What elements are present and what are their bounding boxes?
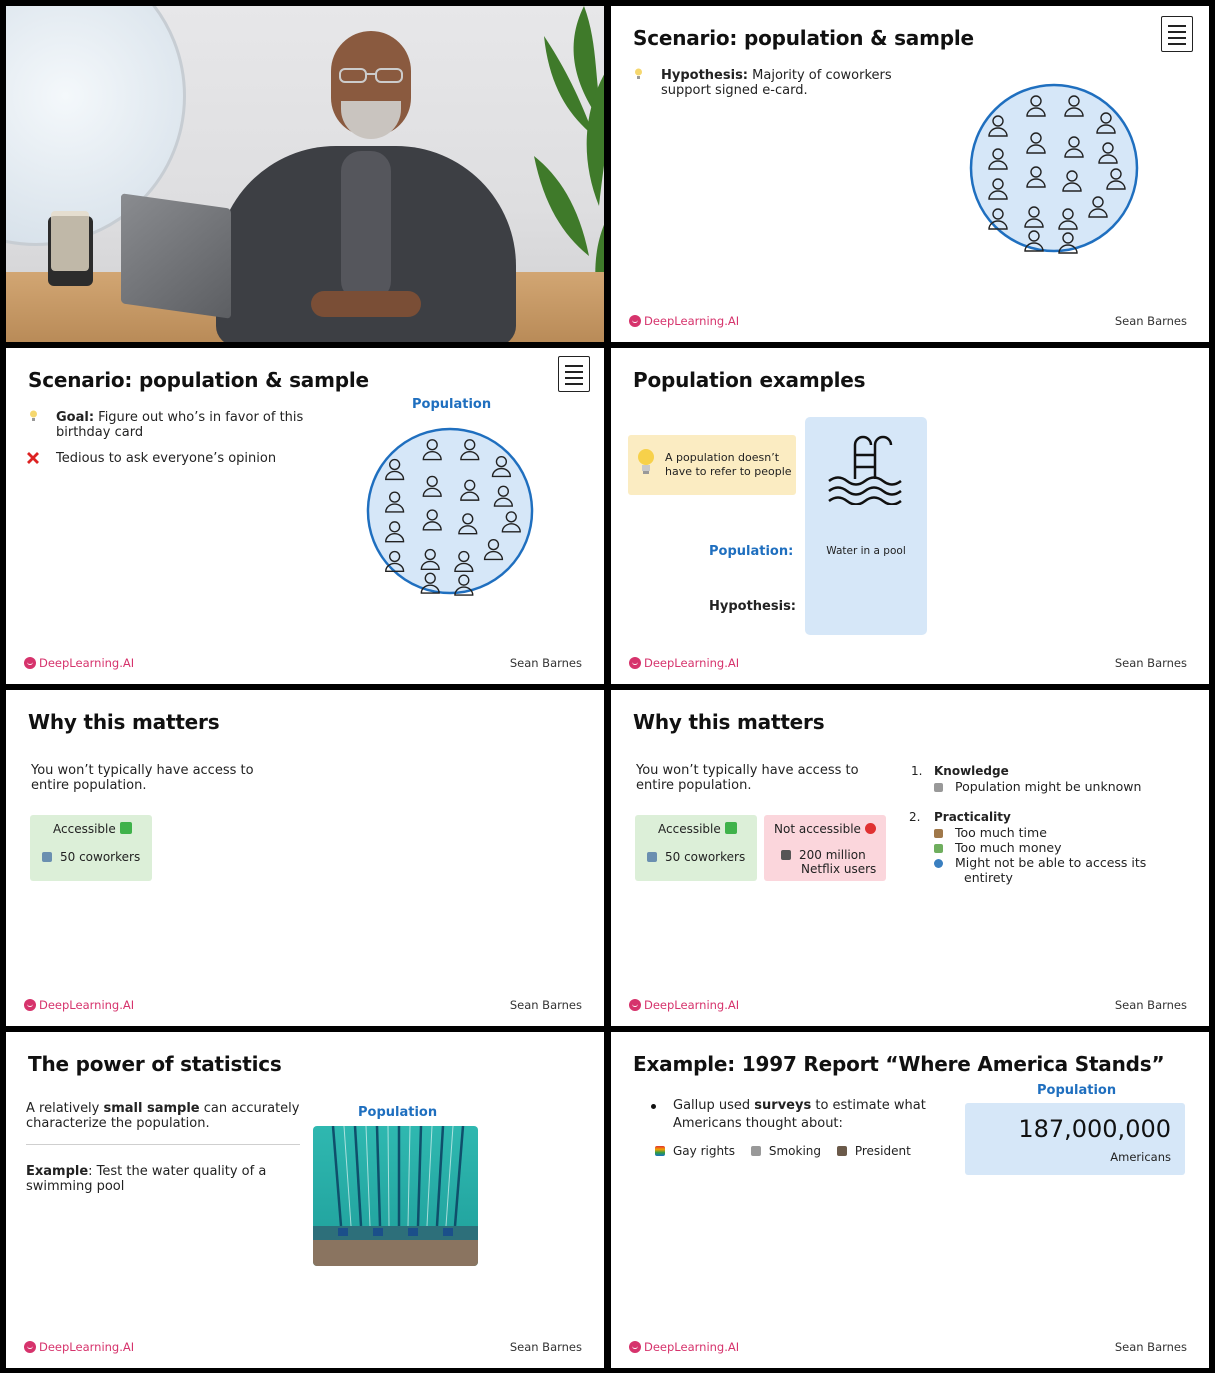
brand-logo — [629, 1340, 739, 1354]
lightbulb-icon — [29, 410, 38, 422]
clapper-icon — [781, 850, 791, 860]
accessible-label — [658, 822, 737, 837]
gallup-part-a: Gallup used — [673, 1098, 755, 1113]
slide-title: Why this matters — [633, 710, 825, 734]
statement-line-2: characterize the population. — [26, 1116, 210, 1131]
accessible-text: Accessible — [53, 822, 116, 836]
hypothesis-label: Hypothesis: — [709, 599, 797, 614]
goal-line-1: Figure out who’s in favor of this — [94, 410, 304, 425]
laptop — [121, 193, 231, 318]
slide-population-examples — [611, 348, 1209, 684]
slide-title: Example: 1997 Report “Where America Stands” — [633, 1052, 1165, 1076]
author-name: Sean Barnes — [509, 1340, 582, 1354]
population-label: Population: — [709, 544, 794, 559]
swimming-pool-image — [313, 1126, 478, 1266]
cigarette-icon — [751, 1146, 761, 1156]
topics-row — [655, 1144, 911, 1159]
intro-line-1: You won’t typically have access to — [31, 763, 254, 778]
money-item — [934, 840, 1061, 855]
time-item — [934, 825, 1047, 840]
accessible-box — [635, 815, 757, 881]
goal-text — [56, 410, 303, 440]
birthday-card-icon — [558, 356, 590, 392]
brand-smile-icon — [629, 315, 641, 327]
population-unit: Americans — [1110, 1150, 1171, 1164]
brand-smile-icon — [629, 999, 641, 1011]
coworkers-text — [42, 850, 140, 865]
tip-line-2: have to refer to people — [665, 465, 792, 478]
unknown-item — [934, 779, 1141, 794]
brand-logo — [629, 656, 739, 670]
slide-title: Scenario: population & sample — [633, 26, 974, 50]
divider — [26, 1144, 300, 1145]
coworkers-text — [647, 850, 745, 865]
population-label: Population — [412, 397, 492, 412]
gallup-part-c: to estimate what — [811, 1098, 926, 1113]
presenter-shirt — [341, 151, 391, 301]
brand-logo — [629, 998, 739, 1012]
pool-caption: Water in a pool — [826, 545, 906, 557]
netflix-line-2: Netflix users — [801, 862, 877, 876]
access-line-2: entirety — [964, 870, 1013, 885]
goal-label: Goal: — [56, 410, 95, 425]
slide-title: The power of statistics — [28, 1052, 282, 1076]
population-circle — [365, 426, 535, 596]
people-icon — [647, 852, 657, 862]
lightbulb-icon — [634, 68, 643, 80]
no-entry-icon — [865, 823, 876, 834]
population-number: 187,000,000 — [1018, 1115, 1171, 1143]
video-background — [6, 6, 604, 342]
topic-president: President — [854, 1144, 911, 1158]
brand-smile-icon — [24, 999, 36, 1011]
slide-gallup-example — [611, 1032, 1209, 1368]
intro-text — [636, 763, 859, 793]
author-name: Sean Barnes — [1114, 656, 1187, 670]
intro-text — [31, 763, 254, 793]
lamp-glass — [51, 211, 89, 271]
hypothesis-line-2: support signed e-card. — [661, 83, 808, 98]
slide-power-of-statistics — [6, 1032, 604, 1368]
hypothesis-text — [661, 68, 892, 98]
statement-text — [26, 1101, 299, 1131]
slide-scenario-goal — [6, 348, 604, 684]
slide-title: Why this matters — [28, 710, 220, 734]
example-line-2: swimming pool — [26, 1179, 125, 1194]
not-accessible-label — [774, 822, 876, 837]
example-text — [26, 1164, 266, 1194]
hypothesis-label: Hypothesis: — [661, 68, 749, 83]
magnifier-icon — [934, 783, 943, 792]
accessible-text: Accessible — [658, 822, 721, 836]
goal-line-2: birthday card — [56, 425, 144, 440]
coworkers-label: 50 coworkers — [665, 850, 746, 864]
gallup-line-2: Americans thought about: — [673, 1116, 843, 1131]
intro-line-2: entire population. — [636, 778, 752, 793]
globe-icon — [934, 859, 943, 868]
brand-text: DeepLearning.AI — [39, 998, 135, 1012]
brand-text: DeepLearning.AI — [39, 656, 135, 670]
birthday-card-icon — [1161, 16, 1193, 52]
brand-text: DeepLearning.AI — [644, 656, 740, 670]
slide-why-matters-1 — [6, 690, 604, 1026]
checkmark-icon — [120, 822, 132, 834]
brand-logo — [24, 998, 134, 1012]
knowledge-heading: Knowledge — [934, 764, 1009, 778]
unknown-text: Population might be unknown — [955, 779, 1142, 794]
brand-text: DeepLearning.AI — [39, 1340, 135, 1354]
not-accessible-box — [764, 815, 886, 881]
money-icon — [934, 844, 943, 853]
access-item — [934, 855, 1146, 885]
tip-text — [665, 451, 792, 479]
netflix-line-1: 200 million — [799, 848, 866, 862]
brand-logo — [629, 314, 739, 328]
hourglass-icon — [934, 829, 943, 838]
topic-gay-rights: Gay rights — [673, 1144, 736, 1158]
topic-smoking: Smoking — [768, 1144, 821, 1158]
accessible-label — [53, 822, 132, 837]
time-text: Too much time — [955, 825, 1047, 840]
accessible-box — [30, 815, 152, 881]
surveys-text: surveys — [754, 1098, 812, 1113]
intro-line-1: You won’t typically have access to — [636, 763, 859, 778]
tedious-text: Tedious to ask everyone’s opinion — [56, 451, 277, 466]
author-name: Sean Barnes — [1114, 1340, 1187, 1354]
people-icon — [42, 852, 52, 862]
brand-smile-icon — [629, 1341, 641, 1353]
brand-smile-icon — [24, 657, 36, 669]
author-name: Sean Barnes — [509, 656, 582, 670]
slide-title: Population examples — [633, 368, 866, 392]
checkmark-icon — [725, 822, 737, 834]
brand-smile-icon — [629, 657, 641, 669]
statement-part-c: can accurately — [199, 1101, 300, 1116]
brand-logo — [24, 1340, 134, 1354]
hypothesis-line-1: Majority of coworkers — [748, 68, 892, 83]
population-box — [965, 1103, 1185, 1175]
list-number-1: 1. — [911, 764, 923, 778]
population-label: Population — [358, 1105, 438, 1120]
slide-title: Scenario: population & sample — [28, 368, 369, 392]
presenter-hands — [311, 291, 421, 317]
brand-text: DeepLearning.AI — [644, 314, 740, 328]
example-line-1: : Test the water quality of a — [88, 1164, 267, 1179]
brand-logo — [24, 656, 134, 670]
classical-building-icon — [837, 1146, 847, 1156]
author-name: Sean Barnes — [1114, 314, 1187, 328]
tip-box — [628, 435, 796, 495]
swimming-pool-icon — [827, 435, 903, 505]
bullet-dot — [651, 1104, 656, 1109]
small-sample-text: small sample — [103, 1101, 200, 1116]
practicality-heading: Practicality — [934, 810, 1011, 824]
red-x-icon — [26, 451, 40, 465]
pool-card — [805, 417, 927, 635]
coworkers-label: 50 coworkers — [60, 850, 141, 864]
gallup-text — [673, 1097, 926, 1133]
netflix-text — [781, 848, 876, 876]
intro-line-2: entire population. — [31, 778, 147, 793]
population-label: Population — [1037, 1083, 1117, 1098]
author-name: Sean Barnes — [509, 998, 582, 1012]
rainbow-flag-icon — [655, 1146, 665, 1156]
money-text: Too much money — [955, 840, 1062, 855]
example-label: Example — [26, 1164, 89, 1179]
slide-scenario-hypothesis — [611, 6, 1209, 342]
tip-line-1: A population doesn’t — [665, 451, 780, 464]
author-name: Sean Barnes — [1114, 998, 1187, 1012]
slide-why-matters-2 — [611, 690, 1209, 1026]
not-accessible-text: Not accessible — [774, 822, 861, 836]
glasses-icon — [336, 66, 406, 84]
presenter-beard — [341, 101, 401, 139]
brand-smile-icon — [24, 1341, 36, 1353]
brand-text: DeepLearning.AI — [644, 998, 740, 1012]
video-frame[interactable] — [6, 6, 604, 342]
lightbulb-icon — [636, 447, 656, 477]
population-circle — [968, 82, 1140, 254]
statement-part-a: A relatively — [26, 1101, 104, 1116]
access-line-1: Might not be able to access its — [955, 855, 1147, 870]
brand-text: DeepLearning.AI — [644, 1340, 740, 1354]
list-number-2: 2. — [909, 810, 921, 824]
